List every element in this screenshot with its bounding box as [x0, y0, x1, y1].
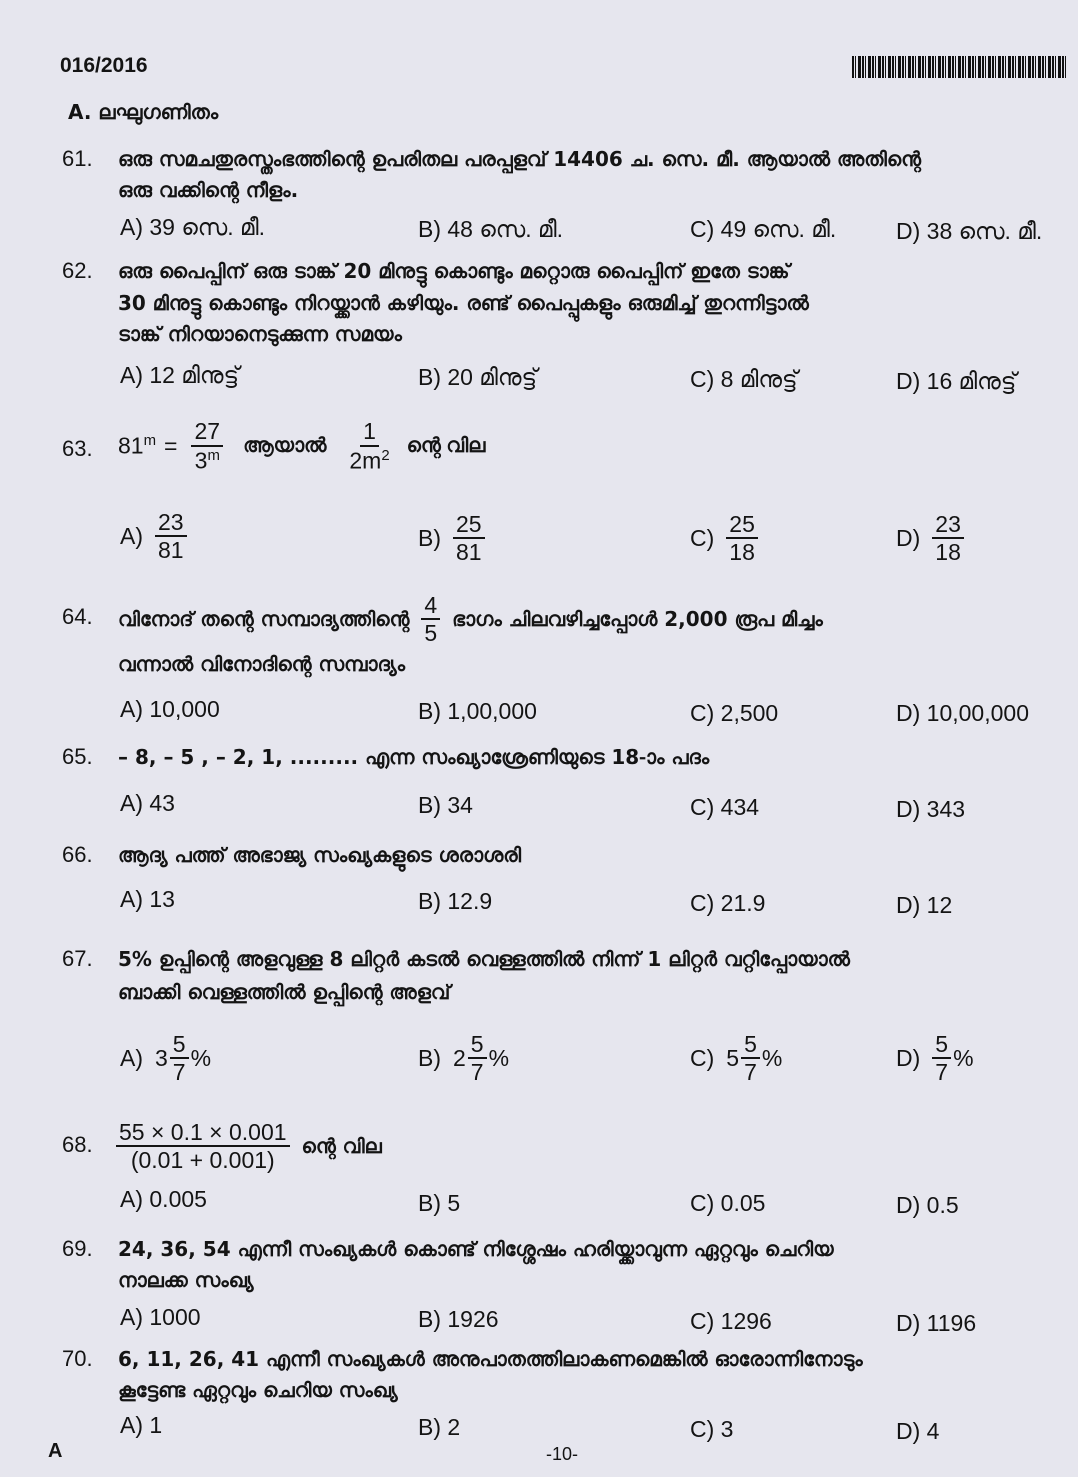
question-number: 65. [62, 744, 93, 769]
option-d: D) 10,00,000 [896, 700, 1029, 726]
option-a: A) 43 [120, 790, 175, 816]
option-d: D) $\frac{5}{7}$ % [896, 1030, 974, 1085]
option-c: C) $\frac{25}{18}$ [690, 502, 764, 574]
question-text: 5% ഉപ്പിന്റെ അളവുള്ള 8 ലിറ്റർ കടൽ വെള്ളത്തിൽ നിന്ന് 1 ലിറ്റർ വറ്റിപ്പോയാൽ [118, 947, 850, 971]
fraction: $\frac{4}{5}$ [421, 592, 440, 647]
option-b: B) 48 സെ. മീ. [418, 216, 563, 242]
question-text: – 8, – 5 , – 2, 1, ......... എന്ന സംഖ്യാശ്രേണിയുടെ 18-ാം പദം [118, 745, 710, 769]
question-number: 63. [62, 436, 93, 461]
option-a: A) 13 [120, 886, 175, 912]
equation-lhs: 81$^m$ [118, 432, 157, 459]
question-text: ആദ്യ പത്ത് അഭാജ്യ സംഖ്യകളുടെ ശരാശരി [118, 843, 522, 867]
option-a: A) 10,000 [120, 696, 220, 722]
option-c: C) 3 [690, 1416, 734, 1442]
option-b: B) 5 [418, 1190, 461, 1216]
option-a: A) $\frac{23}{81}$ [120, 500, 193, 572]
option-b: B) 12.9 [418, 888, 493, 914]
option-d: D) 0.5 [896, 1192, 959, 1218]
question-text: ന്റെ വില [406, 434, 486, 457]
question-text: 6, 11, 26, 41 എന്നീ സംഖ്യകൾ അനുപാതത്തിലാകണമെങ്കിൽ ഓരോന്നിനോടും [118, 1347, 863, 1371]
option-c: C) 49 സെ. മീ. [690, 216, 837, 242]
question-text: ഭാഗം ചിലവഴിച്ചപ്പോൾ 2,000 രൂപ മിച്ചം [452, 607, 823, 631]
question-number: 64. [62, 604, 93, 629]
option-c: C) 434 [690, 794, 760, 820]
option-a: A) 3 $\frac{5}{7}$ % [120, 1030, 212, 1085]
question-text: ആയാൽ [243, 434, 327, 457]
question-number: 61. [62, 146, 93, 171]
option-d: D) 38 സെ. മീ. [896, 218, 1043, 244]
option-c: C) 5 $\frac{5}{7}$ % [690, 1030, 783, 1085]
option-d: D) 4 [896, 1418, 940, 1444]
question-text: ടാങ്ക് നിറയാനെടുക്കുന്ന സമയം [118, 322, 402, 346]
equation [118, 408, 485, 484]
question-text: ഒരു വക്കിന്റെ നീളം. [118, 178, 299, 202]
option-a: A) 39 സെ. മീ. [120, 214, 265, 240]
option-b: B) $\frac{25}{81}$ [418, 502, 491, 574]
question-text: ഒരു പൈപ്പിന് ഒരു ടാങ്ക് 20 മിനുട്ടു കൊണ്ടും മറ്റൊരു പൈപ്പിന് ഇതേ ടാങ്ക് [118, 259, 790, 283]
option-b: B) 34 [418, 792, 473, 818]
question-text: വിനോദ് തന്റെ സമ്പാദ്യത്തിന്റെ [118, 607, 410, 631]
option-c: C) 2,500 [690, 700, 779, 726]
option-a: A) 0.005 [120, 1186, 207, 1212]
question-text: ഒരു സമചതുരസ്തംഭത്തിന്റെ ഉപരിതല പരപ്പളവ് 14406 ച. സെ. മീ. ആയാൽ അതിന്റെ [118, 147, 921, 171]
question-text: 30 മിനുട്ടു കൊണ്ടും നിറയ്ക്കാൻ കഴിയും. രണ്ട് പൈപ്പുകളും ഒരുമിച്ച് തുറന്നിട്ടാൽ [118, 291, 809, 315]
fraction: $\frac{27}{3^m}$ [191, 418, 223, 474]
question-text: 24, 36, 54 എന്നീ സംഖ്യകൾ കൊണ്ട് നിശ്ശേഷം ഹരിയ്ക്കാവുന്ന ഏറ്റവും ചെറിയ [118, 1237, 834, 1261]
fraction: $\frac{1}{2m^2}$ [349, 418, 390, 474]
option-a: A) 1 [120, 1412, 163, 1438]
fraction: $\frac{55 \times 0.1 \times 0.001}{(0.01 + 0.001)}$ [116, 1119, 290, 1174]
option-c: C) 21.9 [690, 890, 766, 916]
option-b: B) 1926 [418, 1306, 499, 1332]
page-number: -10- [546, 1444, 579, 1464]
question-text: വന്നാൽ വിനോദിന്റെ സമ്പാദ്യം [118, 652, 405, 676]
option-d: D) $\frac{23}{18}$ [896, 502, 970, 574]
option-d: D) 16 മിനുട്ട് [896, 368, 1017, 394]
question-number: 67. [62, 946, 93, 971]
question-number: 66. [62, 842, 93, 867]
barcode [852, 56, 1066, 78]
question-number: 68. [62, 1132, 93, 1157]
option-d: D) 12 [896, 892, 953, 918]
option-a: A) 12 മിനുട്ട് [120, 362, 240, 388]
footer-version: A [48, 1440, 63, 1462]
question-number: 69. [62, 1236, 93, 1261]
option-d: D) 343 [896, 796, 966, 822]
question-text: നാലക്ക സംഖ്യ [118, 1268, 254, 1292]
option-b: B) 20 മിനുട്ട് [418, 364, 538, 390]
option-b: B) 1,00,000 [418, 698, 537, 724]
question-text: ബാക്കി വെള്ളത്തിൽ ഉപ്പിന്റെ അളവ് [118, 980, 451, 1004]
question-number: 62. [62, 258, 93, 283]
option-d: D) 1196 [896, 1310, 977, 1336]
option-c: C) 1296 [690, 1308, 772, 1334]
option-a: A) 1000 [120, 1304, 201, 1330]
paper-code: 016/2016 [60, 54, 148, 77]
equals-sign: = [164, 432, 178, 459]
option-c: C) 0.05 [690, 1190, 766, 1216]
option-b: B) 2 [418, 1414, 461, 1440]
option-c: C) 8 മിനുട്ട് [690, 366, 798, 392]
question-number: 70. [62, 1346, 93, 1371]
section-title: A. ലഘുഗണിതം [68, 100, 219, 124]
question-text: കൂട്ടേണ്ട ഏറ്റവും ചെറിയ സംഖ്യ [118, 1378, 398, 1402]
question-text-row [116, 1108, 382, 1184]
option-b: B) 2 $\frac{5}{7}$ % [418, 1030, 510, 1085]
question-text-row [118, 584, 823, 654]
question-text: ന്റെ വില [301, 1134, 382, 1158]
